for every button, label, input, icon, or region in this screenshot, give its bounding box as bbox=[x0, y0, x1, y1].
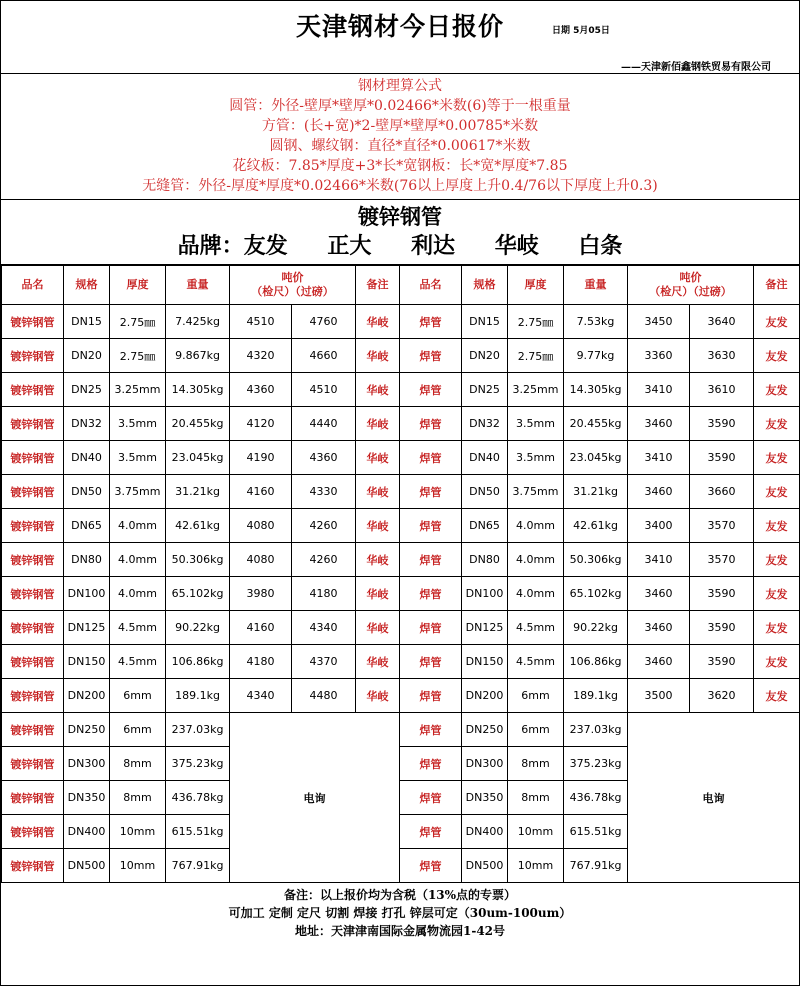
price-table bbox=[1, 265, 800, 883]
brand-item: 利达 bbox=[411, 234, 456, 259]
weight: 767.91kg bbox=[564, 849, 628, 883]
thickness: 4.5mm bbox=[110, 645, 166, 679]
product-name: 焊管 bbox=[400, 645, 462, 679]
note-brand: 华岐 bbox=[356, 679, 400, 713]
brand-item: 友发 bbox=[243, 234, 288, 259]
thickness: 8mm bbox=[110, 781, 166, 815]
thickness: 4.0mm bbox=[110, 509, 166, 543]
note-brand: 友发 bbox=[754, 611, 800, 645]
product-name: 焊管 bbox=[400, 305, 462, 339]
spec: DN300 bbox=[462, 747, 508, 781]
brand-item: 正大 bbox=[327, 234, 372, 259]
price-measured: 3410 bbox=[628, 543, 690, 577]
price-measured: 3500 bbox=[628, 679, 690, 713]
note-brand: 华岐 bbox=[356, 645, 400, 679]
weight: 7.425kg bbox=[166, 305, 230, 339]
product-name: 焊管 bbox=[400, 747, 462, 781]
spec: DN200 bbox=[462, 679, 508, 713]
thickness: 3.25mm bbox=[110, 373, 166, 407]
price-measured: 4120 bbox=[230, 407, 292, 441]
weight: 615.51kg bbox=[564, 815, 628, 849]
note-brand: 友发 bbox=[754, 305, 800, 339]
weight: 436.78kg bbox=[564, 781, 628, 815]
price-weighed: 4260 bbox=[292, 509, 356, 543]
price-measured: 3400 bbox=[628, 509, 690, 543]
price-measured: 4180 bbox=[230, 645, 292, 679]
weight: 436.78kg bbox=[166, 781, 230, 815]
col-header-price bbox=[628, 266, 754, 305]
table-row bbox=[2, 509, 800, 543]
product-name: 焊管 bbox=[400, 373, 462, 407]
spec: DN400 bbox=[462, 815, 508, 849]
spec: DN25 bbox=[64, 373, 110, 407]
spec: DN15 bbox=[462, 305, 508, 339]
call-for-price: 电询 bbox=[230, 713, 400, 883]
thickness: 10mm bbox=[508, 849, 564, 883]
thickness: 6mm bbox=[508, 679, 564, 713]
brand-item: 白条 bbox=[578, 234, 623, 259]
product-name: 镀锌钢管 bbox=[2, 509, 64, 543]
price-measured: 3450 bbox=[628, 305, 690, 339]
price-measured: 3980 bbox=[230, 577, 292, 611]
note-brand: 华岐 bbox=[356, 543, 400, 577]
col-header-price bbox=[230, 266, 356, 305]
price-measured: 3410 bbox=[628, 373, 690, 407]
product-name: 焊管 bbox=[400, 509, 462, 543]
thickness: 6mm bbox=[110, 679, 166, 713]
product-name: 镀锌钢管 bbox=[2, 373, 64, 407]
weight: 42.61kg bbox=[564, 509, 628, 543]
thickness: 10mm bbox=[110, 849, 166, 883]
spec: DN300 bbox=[64, 747, 110, 781]
spec: DN80 bbox=[462, 543, 508, 577]
thickness: 4.0mm bbox=[508, 577, 564, 611]
price-measured: 4320 bbox=[230, 339, 292, 373]
weight: 14.305kg bbox=[166, 373, 230, 407]
thickness: 3.75mm bbox=[508, 475, 564, 509]
spec: DN65 bbox=[64, 509, 110, 543]
weight: 23.045kg bbox=[564, 441, 628, 475]
price-measured: 4160 bbox=[230, 475, 292, 509]
col-header-spec: 规格 bbox=[462, 266, 508, 305]
product-name: 焊管 bbox=[400, 815, 462, 849]
thickness: 3.25mm bbox=[508, 373, 564, 407]
thickness: 3.5mm bbox=[508, 441, 564, 475]
price-weighed: 4360 bbox=[292, 441, 356, 475]
table-row bbox=[2, 339, 800, 373]
price-weighed: 3570 bbox=[690, 509, 754, 543]
product-name: 镀锌钢管 bbox=[2, 747, 64, 781]
col-header-name: 品名 bbox=[2, 266, 64, 305]
product-name: 镀锌钢管 bbox=[2, 543, 64, 577]
thickness: 2.75㎜ bbox=[110, 305, 166, 339]
product-name: 镀锌钢管 bbox=[2, 815, 64, 849]
price-weighed: 4660 bbox=[292, 339, 356, 373]
formula-line: 圆管：外径-壁厚*壁厚*0.02466*米数(6)等于一根重量 bbox=[229, 98, 571, 114]
brand-item: 华岐 bbox=[494, 234, 539, 259]
weight: 90.22kg bbox=[166, 611, 230, 645]
note-brand: 华岐 bbox=[356, 373, 400, 407]
thickness: 3.5mm bbox=[110, 407, 166, 441]
spec: DN350 bbox=[64, 781, 110, 815]
weight: 42.61kg bbox=[166, 509, 230, 543]
note-brand: 友发 bbox=[754, 543, 800, 577]
price-measured: 4360 bbox=[230, 373, 292, 407]
weight: 65.102kg bbox=[564, 577, 628, 611]
weight: 189.1kg bbox=[564, 679, 628, 713]
brand-label: 品牌： bbox=[177, 234, 244, 259]
note-brand: 华岐 bbox=[356, 475, 400, 509]
price-measured: 4190 bbox=[230, 441, 292, 475]
col-header-weight: 重量 bbox=[166, 266, 230, 305]
weight: 14.305kg bbox=[564, 373, 628, 407]
price-header-top: 吨价 bbox=[281, 271, 304, 284]
col-header-note: 备注 bbox=[356, 266, 400, 305]
col-header-thickness: 厚度 bbox=[110, 266, 166, 305]
spec: DN400 bbox=[64, 815, 110, 849]
weight: 20.455kg bbox=[166, 407, 230, 441]
price-weighed: 4340 bbox=[292, 611, 356, 645]
note-brand: 友发 bbox=[754, 679, 800, 713]
table-row bbox=[2, 679, 800, 713]
weight: 20.455kg bbox=[564, 407, 628, 441]
price-weighed: 3660 bbox=[690, 475, 754, 509]
product-name: 焊管 bbox=[400, 543, 462, 577]
price-weighed: 3590 bbox=[690, 577, 754, 611]
price-weighed: 3590 bbox=[690, 645, 754, 679]
thickness: 4.0mm bbox=[508, 543, 564, 577]
note-brand: 华岐 bbox=[356, 441, 400, 475]
formula-heading: 钢材理算公式 bbox=[358, 78, 442, 94]
product-name: 焊管 bbox=[400, 679, 462, 713]
price-weighed: 3590 bbox=[690, 407, 754, 441]
price-weighed: 4480 bbox=[292, 679, 356, 713]
price-weighed: 3590 bbox=[690, 441, 754, 475]
table-row bbox=[2, 543, 800, 577]
price-measured: 4340 bbox=[230, 679, 292, 713]
col-header-weight: 重量 bbox=[564, 266, 628, 305]
thickness: 3.75mm bbox=[110, 475, 166, 509]
weight: 767.91kg bbox=[166, 849, 230, 883]
spec: DN500 bbox=[462, 849, 508, 883]
price-measured: 3460 bbox=[628, 611, 690, 645]
company-name: ——天津新佰鑫钢铁贸易有限公司 bbox=[621, 62, 771, 73]
table-row bbox=[2, 611, 800, 645]
call-for-price: 电询 bbox=[628, 713, 800, 883]
footer-services: 可加工 定制 定尺 切割 焊接 打孔 锌层可定（30um-100um） bbox=[228, 906, 572, 920]
table-row bbox=[2, 305, 800, 339]
weight: 7.53kg bbox=[564, 305, 628, 339]
note-brand: 友发 bbox=[754, 441, 800, 475]
note-brand: 友发 bbox=[754, 339, 800, 373]
product-name: 镀锌钢管 bbox=[2, 679, 64, 713]
weight: 375.23kg bbox=[564, 747, 628, 781]
thickness: 8mm bbox=[508, 747, 564, 781]
note-brand: 友发 bbox=[754, 475, 800, 509]
product-name: 镀锌钢管 bbox=[2, 713, 64, 747]
product-name: 镀锌钢管 bbox=[2, 577, 64, 611]
thickness: 2.75㎜ bbox=[110, 339, 166, 373]
price-measured: 3360 bbox=[628, 339, 690, 373]
table-row bbox=[2, 577, 800, 611]
price-measured: 4160 bbox=[230, 611, 292, 645]
price-weighed: 3590 bbox=[690, 611, 754, 645]
thickness: 10mm bbox=[508, 815, 564, 849]
formula-line: 花纹板：7.85*厚度+3*长*宽钢板：长*宽*厚度*7.85 bbox=[232, 158, 568, 174]
page-title: 天津钢材今日报价 bbox=[295, 12, 504, 41]
weight: 237.03kg bbox=[166, 713, 230, 747]
product-name: 镀锌钢管 bbox=[2, 407, 64, 441]
product-name: 焊管 bbox=[400, 339, 462, 373]
price-measured: 3460 bbox=[628, 475, 690, 509]
footer-address: 地址：天津津南国际金属物流园1-42号 bbox=[294, 924, 506, 938]
spec: DN80 bbox=[64, 543, 110, 577]
weight: 375.23kg bbox=[166, 747, 230, 781]
product-name: 镀锌钢管 bbox=[2, 339, 64, 373]
spec: DN100 bbox=[462, 577, 508, 611]
spec: DN250 bbox=[64, 713, 110, 747]
product-name: 焊管 bbox=[400, 713, 462, 747]
note-brand: 华岐 bbox=[356, 305, 400, 339]
spec: DN32 bbox=[462, 407, 508, 441]
spec: DN65 bbox=[462, 509, 508, 543]
formula-line: 圆钢、螺纹钢：直径*直径*0.00617*米数 bbox=[269, 138, 531, 154]
spec: DN20 bbox=[64, 339, 110, 373]
spec: DN350 bbox=[462, 781, 508, 815]
product-name: 焊管 bbox=[400, 441, 462, 475]
product-name: 焊管 bbox=[400, 781, 462, 815]
product-name: 镀锌钢管 bbox=[2, 645, 64, 679]
weight: 615.51kg bbox=[166, 815, 230, 849]
col-header-thickness: 厚度 bbox=[508, 266, 564, 305]
weight: 65.102kg bbox=[166, 577, 230, 611]
spec: DN50 bbox=[64, 475, 110, 509]
spec: DN150 bbox=[462, 645, 508, 679]
spec: DN125 bbox=[64, 611, 110, 645]
spec: DN20 bbox=[462, 339, 508, 373]
note-brand: 华岐 bbox=[356, 407, 400, 441]
price-weighed: 4440 bbox=[292, 407, 356, 441]
product-name: 镀锌钢管 bbox=[2, 305, 64, 339]
note-brand: 友发 bbox=[754, 373, 800, 407]
price-weighed: 4760 bbox=[292, 305, 356, 339]
price-measured: 4080 bbox=[230, 543, 292, 577]
price-weighed: 4180 bbox=[292, 577, 356, 611]
thickness: 4.0mm bbox=[508, 509, 564, 543]
note-brand: 华岐 bbox=[356, 339, 400, 373]
price-weighed: 4370 bbox=[292, 645, 356, 679]
spec: DN15 bbox=[64, 305, 110, 339]
price-measured: 4080 bbox=[230, 509, 292, 543]
price-measured: 4510 bbox=[230, 305, 292, 339]
col-header-spec: 规格 bbox=[64, 266, 110, 305]
spec: DN250 bbox=[462, 713, 508, 747]
table-row bbox=[2, 373, 800, 407]
note-brand: 华岐 bbox=[356, 577, 400, 611]
formula-section bbox=[1, 74, 799, 200]
note-brand: 华岐 bbox=[356, 509, 400, 543]
weight: 9.867kg bbox=[166, 339, 230, 373]
weight: 50.306kg bbox=[166, 543, 230, 577]
weight: 189.1kg bbox=[166, 679, 230, 713]
spec: DN100 bbox=[64, 577, 110, 611]
note-brand: 友发 bbox=[754, 509, 800, 543]
spec: DN500 bbox=[64, 849, 110, 883]
formula-line: 方管：(长+宽)*2-壁厚*壁厚*0.00785*米数 bbox=[261, 118, 539, 134]
header bbox=[1, 1, 799, 74]
price-measured: 3460 bbox=[628, 645, 690, 679]
weight: 50.306kg bbox=[564, 543, 628, 577]
product-name: 镀锌钢管 bbox=[2, 781, 64, 815]
product-name: 镀锌钢管 bbox=[2, 611, 64, 645]
note-brand: 华岐 bbox=[356, 611, 400, 645]
weight: 90.22kg bbox=[564, 611, 628, 645]
note-brand: 友发 bbox=[754, 645, 800, 679]
price-weighed: 4260 bbox=[292, 543, 356, 577]
table-row bbox=[2, 407, 800, 441]
spec: DN40 bbox=[462, 441, 508, 475]
spec: DN200 bbox=[64, 679, 110, 713]
thickness: 4.0mm bbox=[110, 577, 166, 611]
price-measured: 3460 bbox=[628, 577, 690, 611]
col-header-name: 品名 bbox=[400, 266, 462, 305]
footer-note: 备注：以上报价均为含税（13%点的专票） bbox=[283, 888, 517, 902]
price-weighed: 3630 bbox=[690, 339, 754, 373]
price-weighed: 3640 bbox=[690, 305, 754, 339]
section-title: 镀锌钢管 bbox=[358, 205, 442, 229]
table-header-row bbox=[2, 266, 800, 305]
price-measured: 3410 bbox=[628, 441, 690, 475]
product-name: 焊管 bbox=[400, 475, 462, 509]
thickness: 3.5mm bbox=[110, 441, 166, 475]
price-weighed: 3610 bbox=[690, 373, 754, 407]
weight: 237.03kg bbox=[564, 713, 628, 747]
spec: DN40 bbox=[64, 441, 110, 475]
product-name: 镀锌钢管 bbox=[2, 849, 64, 883]
table-row bbox=[2, 441, 800, 475]
price-weighed: 3620 bbox=[690, 679, 754, 713]
weight: 31.21kg bbox=[166, 475, 230, 509]
thickness: 8mm bbox=[110, 747, 166, 781]
thickness: 2.75㎜ bbox=[508, 339, 564, 373]
price-measured: 3460 bbox=[628, 407, 690, 441]
col-header-note: 备注 bbox=[754, 266, 800, 305]
product-name: 焊管 bbox=[400, 407, 462, 441]
formula-line: 无缝管：外径-厚度*厚度*0.02466*米数(76以上厚度上升0.4/76以下厚度上升0.3) bbox=[142, 178, 658, 194]
date-label: 日期 5月05日 bbox=[552, 26, 610, 36]
thickness: 3.5mm bbox=[508, 407, 564, 441]
weight: 31.21kg bbox=[564, 475, 628, 509]
product-name: 焊管 bbox=[400, 849, 462, 883]
spec: DN150 bbox=[64, 645, 110, 679]
thickness: 4.0mm bbox=[110, 543, 166, 577]
spec: DN50 bbox=[462, 475, 508, 509]
table-row bbox=[2, 645, 800, 679]
weight: 23.045kg bbox=[166, 441, 230, 475]
weight: 106.86kg bbox=[564, 645, 628, 679]
product-name: 镀锌钢管 bbox=[2, 441, 64, 475]
table-row bbox=[2, 713, 800, 747]
product-name: 焊管 bbox=[400, 611, 462, 645]
thickness: 8mm bbox=[508, 781, 564, 815]
thickness: 4.5mm bbox=[508, 645, 564, 679]
spec: DN125 bbox=[462, 611, 508, 645]
price-header-bottom: （检尺）（过磅） bbox=[649, 285, 732, 298]
weight: 106.86kg bbox=[166, 645, 230, 679]
table-row bbox=[2, 475, 800, 509]
price-header-bottom: （检尺）（过磅） bbox=[251, 285, 334, 298]
thickness: 10mm bbox=[110, 815, 166, 849]
price-weighed: 4330 bbox=[292, 475, 356, 509]
spec: DN25 bbox=[462, 373, 508, 407]
weight: 9.77kg bbox=[564, 339, 628, 373]
thickness: 4.5mm bbox=[508, 611, 564, 645]
price-weighed: 3570 bbox=[690, 543, 754, 577]
product-name: 焊管 bbox=[400, 577, 462, 611]
spec: DN32 bbox=[64, 407, 110, 441]
note-brand: 友发 bbox=[754, 407, 800, 441]
thickness: 2.75㎜ bbox=[508, 305, 564, 339]
brand-line bbox=[1, 232, 799, 265]
price-weighed: 4510 bbox=[292, 373, 356, 407]
footer bbox=[1, 883, 799, 940]
thickness: 6mm bbox=[508, 713, 564, 747]
price-header-top: 吨价 bbox=[679, 271, 702, 284]
thickness: 6mm bbox=[110, 713, 166, 747]
note-brand: 友发 bbox=[754, 577, 800, 611]
thickness: 4.5mm bbox=[110, 611, 166, 645]
product-name: 镀锌钢管 bbox=[2, 475, 64, 509]
